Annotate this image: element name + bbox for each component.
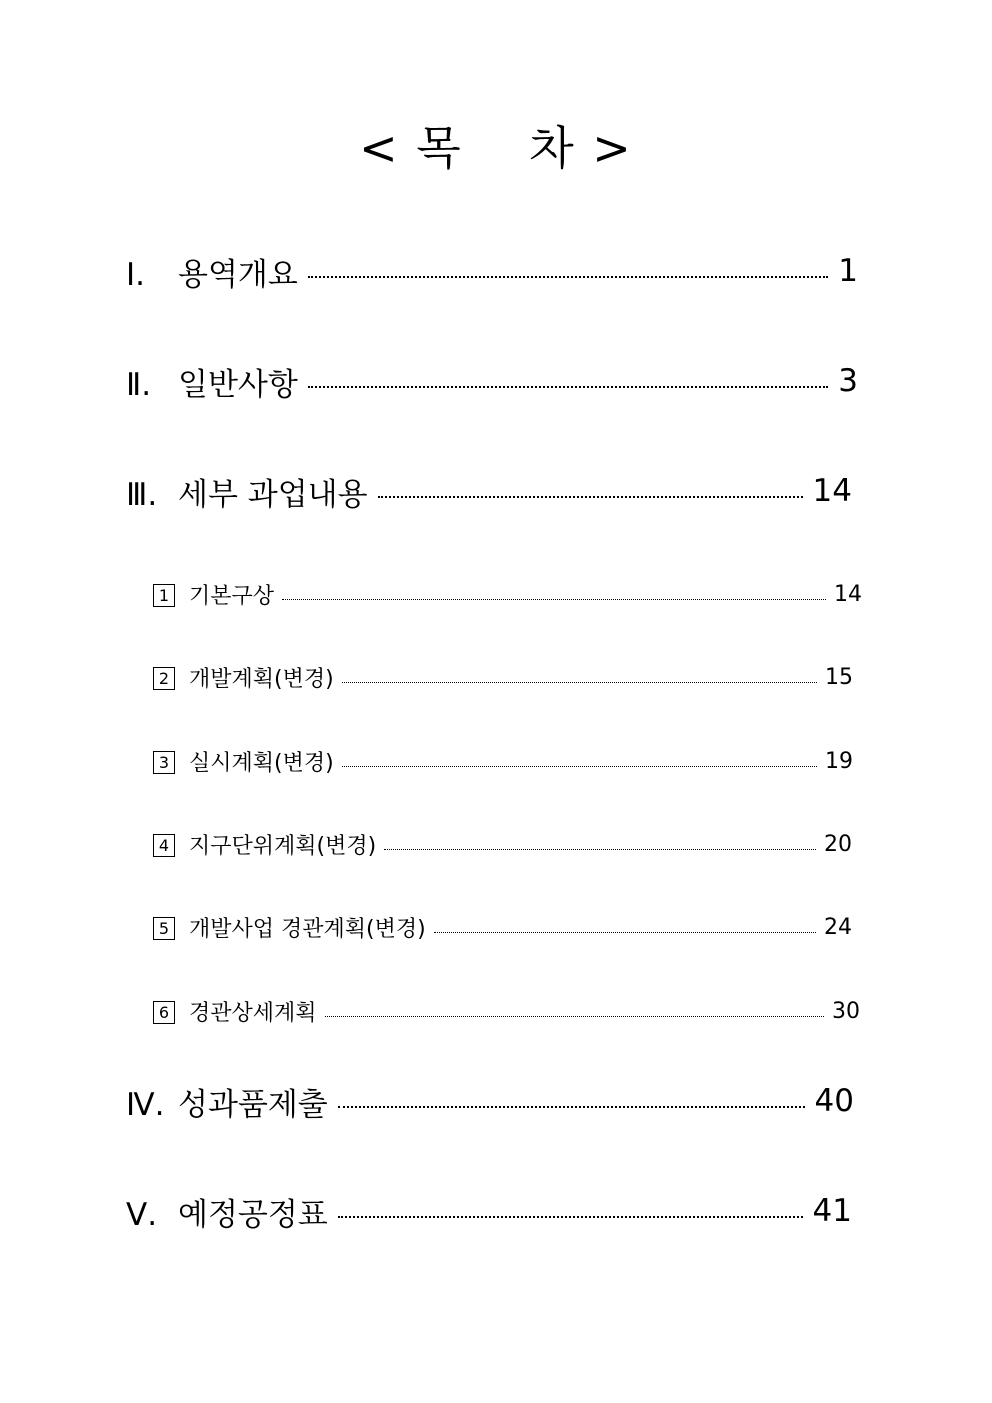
dot-leader: [338, 1216, 803, 1218]
toc-subentry-title: 개발사업 경관계획(변경): [189, 916, 426, 942]
toc-page-number: 3: [838, 363, 858, 399]
toc-subentry-label: [153, 912, 426, 943]
toc-subentry-label: [153, 662, 334, 693]
toc-subentry-title: 실시계획(변경): [189, 750, 334, 776]
toc-entry-1[interactable]: [126, 249, 858, 293]
toc-entry-label: [126, 469, 368, 514]
boxed-number: 6: [153, 1001, 175, 1024]
toc-entry-label: [126, 1079, 328, 1124]
dot-leader: [342, 766, 817, 767]
toc-page-number: 15: [825, 664, 853, 690]
dot-leader: [282, 599, 826, 600]
dot-leader: [308, 276, 828, 278]
toc-page-number: 30: [832, 998, 860, 1024]
roman-numeral: Ⅲ.: [126, 476, 158, 513]
toc-subentry-2[interactable]: [153, 662, 853, 692]
toc-entry-4[interactable]: [126, 1079, 854, 1123]
toc-entry-3[interactable]: [126, 469, 852, 513]
toc-page-number: 40: [814, 1083, 854, 1119]
toc-page-number: 14: [834, 581, 862, 607]
toc-subentry-6[interactable]: [153, 996, 860, 1026]
dot-leader: [308, 386, 828, 388]
toc-subentry-title: 기본구상: [189, 583, 275, 609]
toc-entry-2[interactable]: [126, 359, 858, 403]
toc-page-number: 20: [824, 831, 852, 857]
toc-entry-title: 예정공정표: [178, 1196, 328, 1233]
toc-subentry-label: [153, 996, 317, 1027]
boxed-number: 1: [153, 584, 175, 607]
toc-subentry-title: 지구단위계획(변경): [189, 833, 377, 859]
toc-page-number: 14: [812, 473, 852, 509]
toc-subentry-4[interactable]: [153, 829, 852, 859]
toc-entry-title: 성과품제출: [178, 1086, 328, 1123]
toc-subentry-1[interactable]: [153, 579, 862, 609]
toc-subentry-label: [153, 746, 334, 777]
boxed-number: 3: [153, 751, 175, 774]
toc-page-number: 19: [825, 748, 853, 774]
roman-numeral: Ⅴ.: [126, 1196, 158, 1233]
toc-entry-label: [126, 1189, 328, 1234]
boxed-number: 5: [153, 917, 175, 940]
toc-page-number: 41: [812, 1193, 852, 1229]
dot-leader: [342, 682, 817, 683]
toc-subentry-5[interactable]: [153, 912, 852, 942]
toc-subentry-label: [153, 829, 376, 860]
toc-subentry-title: 경관상세계획: [189, 1000, 317, 1026]
toc-subentry-label: [153, 579, 274, 610]
dot-leader: [325, 1016, 824, 1017]
toc-entry-label: [126, 359, 298, 404]
toc-subentry-3[interactable]: [153, 746, 853, 776]
toc-page-number: 24: [824, 914, 852, 940]
dot-leader: [338, 1106, 805, 1108]
dot-leader: [378, 496, 803, 498]
toc-entry-title: 일반사항: [178, 366, 298, 403]
dot-leader: [434, 932, 816, 933]
toc-entry-title: 세부 과업내용: [178, 476, 368, 513]
boxed-number: 4: [153, 834, 175, 857]
page-title: < 목 차 >: [359, 121, 633, 175]
roman-numeral: Ⅳ.: [126, 1086, 165, 1123]
toc-subentry-title: 개발계획(변경): [189, 666, 334, 692]
toc-page-number: 1: [838, 253, 858, 289]
roman-numeral: Ⅱ.: [126, 366, 152, 403]
dot-leader: [384, 849, 816, 850]
toc-entry-5[interactable]: [126, 1189, 852, 1233]
roman-numeral: Ⅰ.: [126, 256, 145, 293]
boxed-number: 2: [153, 667, 175, 690]
toc-entry-label: [126, 249, 298, 294]
toc-entry-title: 용역개요: [178, 256, 298, 293]
